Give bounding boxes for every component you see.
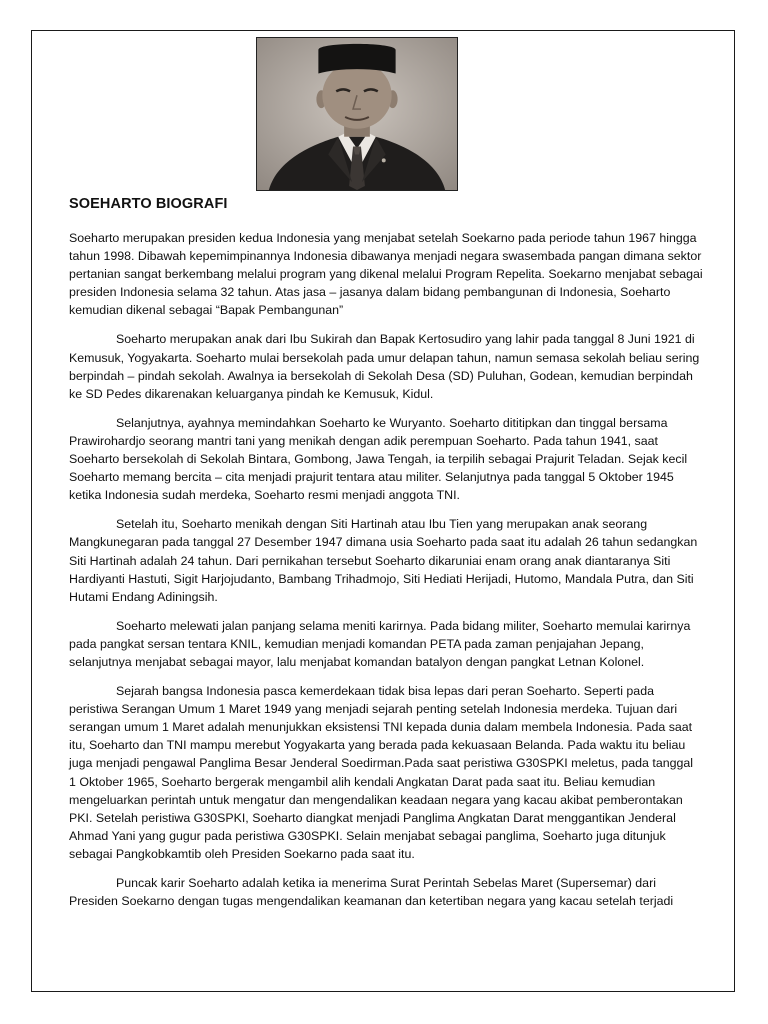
paragraph-military-start: Selanjutnya, ayahnya memindahkan Soeharto ke Wuryanto. Soeharto dititipkan dan tinggal bersama Prawirohardjo seorang mantri tani yang menikah dengan adik perempuan Soeharto. Pada tahun 1941, saat Soeharto bersekolah di Sekolah Bintara, Gombong, Jawa Tengah, ia terpilih sebagai Prajurit Teladan. Sejak kecil Soeharto memang bercita – cita menjadi prajurit tentara atau militer. Selanjutnya pada tanggal 5 Oktober 1945 ketika Indonesia sudah merdeka, Soeharto resmi menjadi anggota TNI. (69, 415, 688, 503)
portrait-image (257, 38, 457, 190)
paragraph-career: Soeharto melewati jalan panjang selama meniti karirnya. Pada bidang militer, Soeharto memulai karirnya pada pangkat sersan tentara KNIL, kemudian menjadi komandan PETA pada zaman penjajahan Jepang, selanjutnya menjabat sebagai mayor, lalu menjabat komandan batalyon dengan pangkat Letnan Kolonel. (69, 618, 691, 669)
paragraph-marriage: Setelah itu, Soeharto menikah dengan Siti Hartinah atau Ibu Tien yang merupakan anak seorang Mangkunegaran pada tanggal 27 Desember 1947 dimana usia Soeharto pada saat itu adalah 26 tahun sedangkan Siti Hartinah adalah 24 tahun. Dari pernikahan tersebut Soeharto dikaruniai enam orang anak diantaranya Siti Hardiyanti Hastuti, Sigit Harjojudanto, Bambang Trihadmojo, Siti Hediati Herijadi, Hutomo, Mandala Putra, dan Siti Hutami Endang Adiningsih. (69, 517, 698, 604)
paragraph-intro: Soeharto merupakan presiden kedua Indonesia yang menjabat setelah Soekarno pada periode tahun 1967 hingga tahun 1998. Dibawah kepemimpinannya Indonesia dibawanya menjadi negara swasembada pangan dimana sektor pertanian sangat berkembang melalui program yang dikenal melalui Program Repelita. Soekarno menjabat sebagai presiden Indonesia selama 32 tahun. Atas jasa – jasanya dalam bidang pembangunan di Indonesia, Soeharto kemudian dikenal sebagai “Bapak Pembangunan” (69, 231, 703, 318)
document-title: SOEHARTO BIOGRAFI (69, 196, 228, 212)
document-body (69, 229, 703, 921)
paragraph-history: Sejarah bangsa Indonesia pasca kemerdekaan tidak bisa lepas dari peran Soeharto. Seperti pada peristiwa Serangan Umum 1 Maret 1949 yang menjadi sejarah penting setelah Indonesia merdeka. Tujuan dari serangan umum 1 Maret adalah menunjukkan eksistensi TNI kepada dunia dalam membela Indonesia. Pada saat itu, Soeharto dan TNI mampu merebut Yogyakarta yang berada pada kekuasaan Belanda. Pada waktu itu beliau juga menjadi pengawal Panglima Besar Jenderal Soedirman.Pada saat peristiwa G30SPKI meletus, pada tanggal 1 Oktober 1965, Soeharto bergerak mengambil alih kendali Angkatan Darat pada saat itu. Beliau kemudian mengeluarkan perintah untuk mengatur dan mengendalikan keadaan negara yang kacau akibat pemberontakan PKI. Setelah peristiwa G30SPKI, Soeharto diangkat menjadi Panglima Angkatan Darat menggantikan Jenderal Ahmad Yani yang gugur pada peristiwa G30SPKI. Selain menjabat sebagai panglima, Soeharto juga ditunjuk sebagai Pangkobkamtib oleh Presiden Soekarno pada saat itu. (69, 684, 694, 861)
portrait-photo (256, 37, 458, 191)
paragraph-early-life: Soeharto merupakan anak dari Ibu Sukirah dan Bapak Kertosudiro yang lahir pada tanggal 8 Juni 1921 di Kemusuk, Yogyakarta. Soeharto mulai bersekolah pada umur delapan tahun, namun semasa sekolah beliau sering berpindah – pindah sekolah. Awalnya ia bersekolah di Sekolah Desa (SD) Puluhan, Godean, kemudian berpindah ke SD Pedes dikarenakan keluarganya pindah ke Kemusuk, Kidul. (69, 332, 700, 401)
paragraph-supersemar: Puncak karir Soeharto adalah ketika ia menerima Surat Perintah Sebelas Maret (Supersemar) dari Presiden Soekarno dengan tugas mengendalikan keamanan dan ketertiban negara yang kacau setelah terjadi (69, 876, 674, 909)
